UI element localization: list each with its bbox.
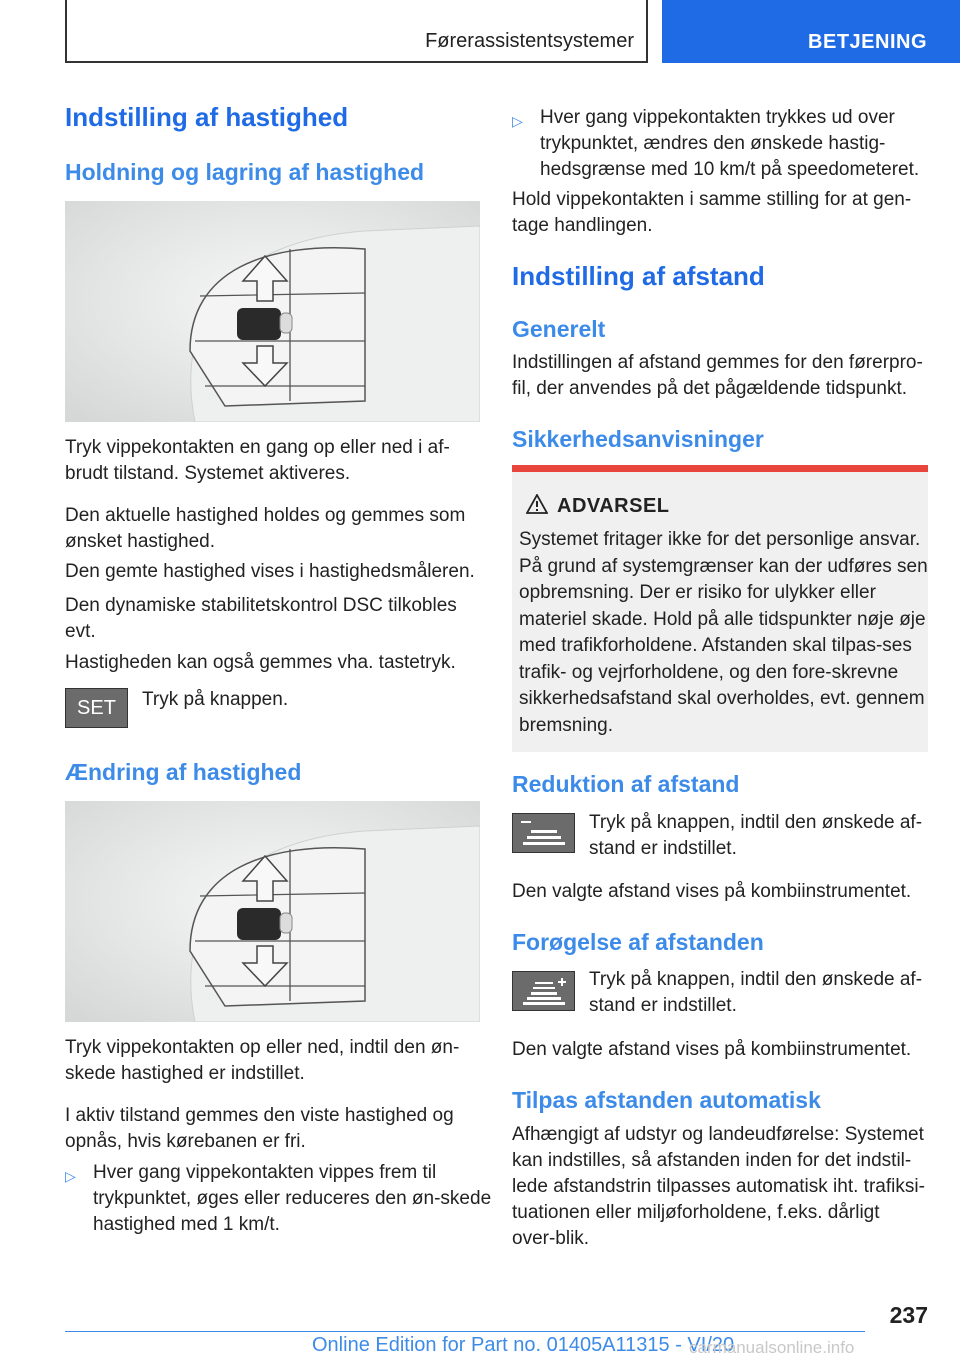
heading-change-speed: Ændring af hastighed <box>65 759 302 785</box>
paragraph-combi-instrument-1: Den valgte afstand vises på kombiinstrumentet. <box>512 881 912 902</box>
set-button-instruction: Tryk på knappen. <box>142 689 289 710</box>
paragraph-rocker-adjust: Tryk vippekontakten op eller ned, indtil den øn-skede hastighed er indstillet. <box>65 1037 460 1084</box>
paragraph-driver-profile: Indstillingen af afstand gemmes for den førerpro-fil, der anvendes på det pågældende tidspunkt. <box>512 352 923 399</box>
distance-reduce-icon <box>512 813 575 853</box>
header-chapter-tab[interactable] <box>662 0 960 63</box>
distance-bars-minus-icon <box>519 818 569 848</box>
heading-general: Generelt <box>512 316 606 342</box>
paragraph-repeat: Hold vippekontakten i samme stilling for at gen-tage handlingen. <box>512 189 912 236</box>
footer-watermark: carmanualsonline.info <box>689 1338 855 1357</box>
bullet-item-10kmh <box>512 105 956 183</box>
paragraph-activate: Tryk vippekontakten en gang op eller ned i af-brudt tilstand. Systemet aktiveres. <box>65 437 450 484</box>
steering-wheel-rocker-illustration <box>65 201 480 422</box>
set-button-icon: SET <box>65 688 128 728</box>
distance-bars-plus-icon <box>519 976 569 1006</box>
footer-divider <box>65 1331 865 1332</box>
bullet-text: Hver gang vippekontakten vippes frem til trykpunktet, øges eller reduceres den øn-skede hastighed med 1 km/t. <box>93 1162 492 1235</box>
page-number: 237 <box>889 1302 928 1328</box>
increase-instruction: Tryk på knappen, indtil den ønskede af-stand er indstillet. <box>589 969 923 1016</box>
bullet-triangle-icon: ▷ <box>512 113 523 129</box>
heading-increase-distance: Forøgelse af afstanden <box>512 929 764 955</box>
warning-triangle-icon <box>526 494 548 514</box>
footer-edition: Online Edition for Part no. 01405A11315 - VI/20 <box>312 1334 735 1356</box>
heading-hold-store-speed: Holdning og lagring af hastighed <box>65 159 425 185</box>
header-section-tab <box>65 0 648 63</box>
heading-distance-setting: Indstilling af afstand <box>512 261 765 291</box>
heading-speed-setting: Indstilling af hastighed <box>65 102 349 132</box>
paragraph-keypress: Hastigheden kan også gemmes vha. tastetryk. <box>65 652 456 673</box>
heading-reduce-distance: Reduktion af afstand <box>512 771 740 797</box>
reduce-instruction: Tryk på knappen, indtil den ønskede af-stand er indstillet. <box>589 812 923 859</box>
bullet-text: Hver gang vippekontakten trykkes ud over trykpunktet, ændres den ønskede hastig-hedsgrænse med 10 km/t på speedometeret. <box>540 107 920 180</box>
bullet-triangle-icon: ▷ <box>65 1168 76 1184</box>
heading-safety-notes: Sikkerhedsanvisninger <box>512 426 764 452</box>
paragraph-hold-speed: Den aktuelle hastighed holdes og gemmes som ønsket hastighed. <box>65 505 466 552</box>
header-chapter-label: BETJENING <box>808 31 927 53</box>
warning-text: Systemet fritager ikke for det personlige ansvar. På grund af systemgrænser kan der udføres sen opbremsning. Der er risiko for ulykker eller materiel skade. Hold på alle tidspunkter nøje øje med trafikforholdene. Afstanden skal tilpas-ses trafik- og vejrforholdene, og den fore-skrevne sikkerhedsafstand skal overholdes, evt. gennem bremsning. <box>519 529 928 736</box>
header-section-label: Førerassistentsystemer <box>425 30 634 52</box>
paragraph-auto-distance: Afhængigt af udstyr og landeudførelse: Systemet kan indstilles, så afstanden inden for det indstil-lede afstandstrin tilpasses automatisk iht. trafiksi-tuationen eller miljøforholdene, f.eks. dårligt over-blik. <box>512 1124 925 1249</box>
paragraph-dsc: Den dynamiske stabilitetskontrol DSC tilkobles evt. <box>65 595 457 642</box>
heading-auto-distance: Tilpas afstanden automatisk <box>512 1087 821 1113</box>
distance-increase-icon <box>512 971 575 1011</box>
steering-wheel-rocker-illustration-2 <box>65 801 480 1022</box>
paragraph-active-state: I aktiv tilstand gemmes den viste hastighed og opnås, hvis kørebanen er fri. <box>65 1105 454 1152</box>
warning-title: ADVARSEL <box>557 495 670 517</box>
bullet-item-1kmh <box>65 1160 508 1238</box>
paragraph-speedometer: Den gemte hastighed vises i hastighedsmåleren. <box>65 561 475 582</box>
paragraph-combi-instrument-2: Den valgte afstand vises på kombiinstrumentet. <box>512 1039 912 1060</box>
warning-box <box>512 465 928 752</box>
